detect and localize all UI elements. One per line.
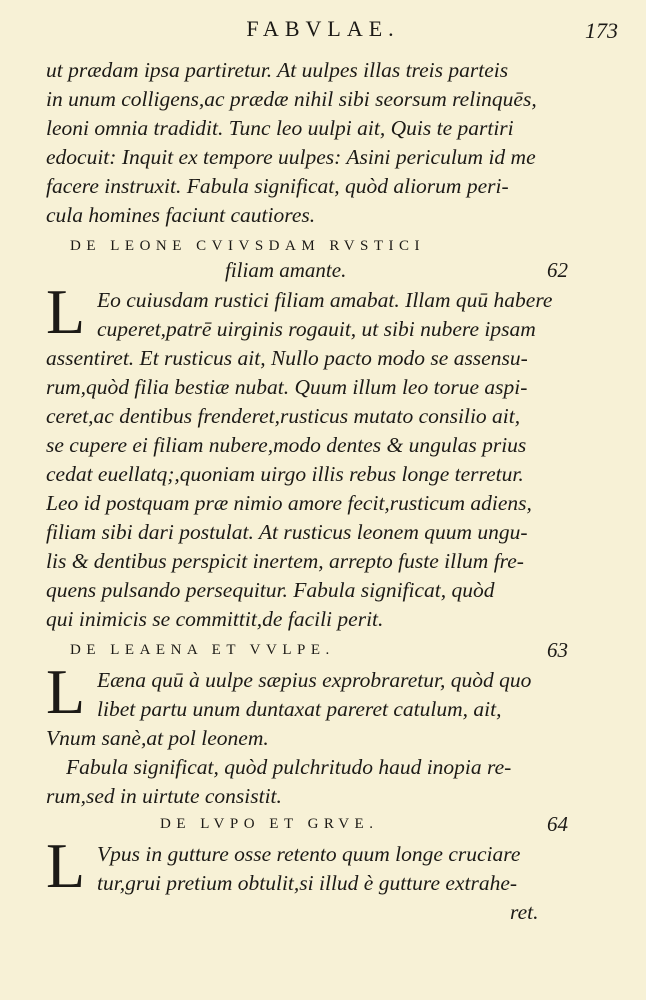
drop-capital: L (46, 276, 86, 347)
text-line: ut prædam ipsa partiretur. At uulpes illas treis parteis (46, 58, 509, 82)
text-line: ret. (510, 900, 539, 924)
text-line: edocuit: Inquit ex tempore uulpes: Asini periculum id me (46, 145, 536, 169)
text-line: Eo cuiusdam rustici filiam amabat. Illam quū habere (97, 288, 553, 312)
text-line: lis & dentibus perspicit inertem, arrepto fuste illum fre- (46, 549, 524, 573)
text-line: leoni omnia tradidit. Tunc leo uulpi ait, Quis te partiri (46, 116, 514, 140)
running-title: FABVLAE. (246, 16, 400, 41)
text-line: cedat euellatq;,quoniam uirgo illis rebus longe terretur. (46, 462, 524, 486)
text-line: tur,grui pretium obtulit,si illud è gutture extrahe- (97, 871, 518, 895)
text-line: se cupere ei filiam nubere,modo dentes & ungulas prius (46, 433, 527, 457)
drop-capital: L (46, 830, 86, 901)
text-line: Vpus in gutture osse retento quum longe cruciare (97, 842, 521, 866)
drop-capital: L (46, 656, 86, 727)
text-line: libet partu unum duntaxat pareret catulum, ait, (97, 697, 502, 721)
text-line: Eæna quū à uulpe sæpius exprobraretur, quòd quo (97, 668, 532, 692)
fable-heading-subtitle: filiam amante. (225, 258, 347, 282)
fable-number: 62 (547, 258, 568, 282)
text-line: rum,sed in uirtute consistit. (46, 784, 282, 808)
fable-heading: DE LEAENA ET VVLPE. (70, 642, 335, 658)
fable-heading: DE LVPO ET GRVE. (160, 816, 379, 832)
text-line: facere instruxit. Fabula significat, quòd aliorum peri- (46, 174, 509, 198)
text-line: Leo id postquam præ nimio amore fecit,rusticum adiens, (46, 491, 532, 515)
text-line: rum,quòd filia bestiæ nubat. Quum illum leo torue aspi- (46, 375, 528, 399)
page-header (0, 16, 646, 46)
text-line: ceret,ac dentibus frenderet,rusticus mutato consilio ait, (46, 404, 521, 428)
fable-heading: DE LEONE CVIVSDAM RVSTICI (70, 238, 426, 254)
text-line: Fabula significat, quòd pulchritudo haud inopia re- (66, 755, 512, 779)
text-line: quens pulsando persequitur. Fabula significat, quòd (46, 578, 495, 602)
fable-number: 64 (547, 812, 568, 836)
text-line: Vnum sanè,at pol leonem. (46, 726, 269, 750)
text-line: cula homines faciunt cautiores. (46, 203, 316, 227)
fable-number: 63 (547, 638, 568, 662)
page-number: 173 (585, 18, 618, 43)
text-line: in unum colligens,ac prædæ nihil sibi seorsum relinquēs, (46, 87, 537, 111)
text-line: filiam sibi dari postulat. At rusticus leonem quum ungu- (46, 520, 528, 544)
text-line: cuperet,patrē uirginis rogauit, ut sibi nubere ipsam (97, 317, 536, 341)
text-line: qui inimicis se committit,de facili perit. (46, 607, 384, 631)
text-line: assentiret. Et rusticus ait, Nullo pacto modo se assensu- (46, 346, 528, 370)
